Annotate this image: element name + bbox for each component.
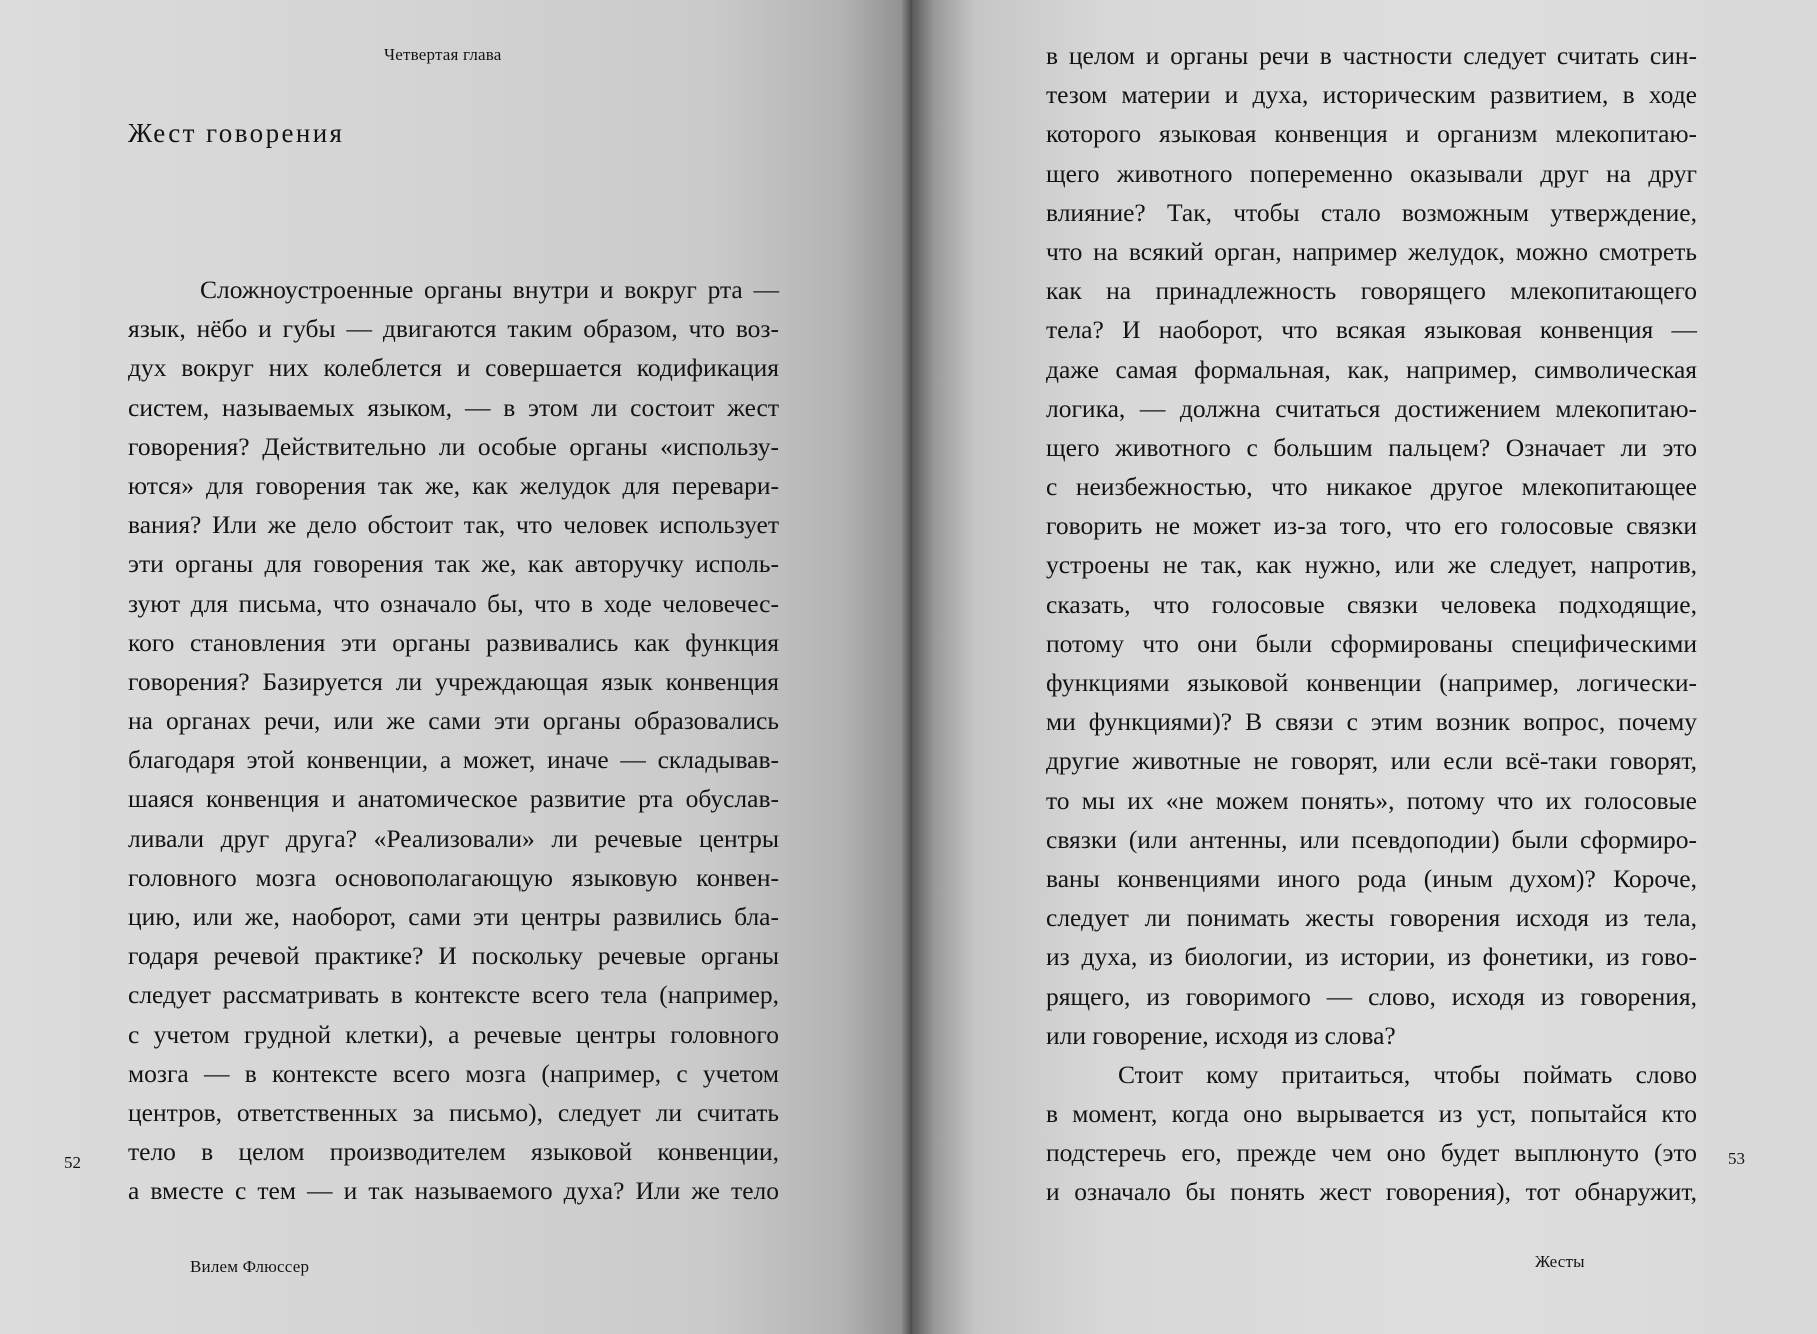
text-line: на органах речи, или же сами эти органы образовались [128, 706, 779, 736]
text-line: систем, называемых языком, — в этом ли состоит жест [128, 392, 779, 422]
text-line: эти органы для говорения так же, как авторучку исполь- [128, 549, 779, 579]
text-line: мозга — в контексте всего мозга (например, с учетом [128, 1058, 779, 1088]
text-line: функциями языковой конвенции (например, логически- [1046, 668, 1697, 697]
text-line: Сложноустроенные органы внутри и вокруг рта — [200, 275, 779, 304]
text-line: язык, нёбо и губы — двигаются таким образом, что воз- [128, 314, 779, 344]
text-line: щего животного с большим пальцем? Означает ли это [1046, 432, 1697, 462]
text-line: сказать, что голосовые связки человека подходящие, [1046, 589, 1697, 619]
text-line: ливали друг друга? «Реализовали» ли речевые центры [128, 823, 779, 853]
right-page [912, 0, 1817, 1334]
text-line: центров, ответственных за письмо), следует ли считать [128, 1097, 779, 1127]
left-body-text [128, 270, 779, 1211]
text-line: устроены не так, как нужно, или же следует, напротив, [1046, 550, 1697, 580]
text-line: логика, — должна считаться достижением млекопитаю- [1046, 393, 1697, 423]
footer-book-title: Жесты [1535, 1252, 1585, 1271]
text-line: даже самая формальная, как, например, символическая [1046, 354, 1697, 384]
text-line: благодаря этой конвенции, а может, иначе — складывав- [128, 745, 779, 775]
text-line: влияние? Так, чтобы стало возможным утверждение, [1046, 197, 1697, 227]
text-line: тело в целом производителем языковой конвенции, [128, 1137, 779, 1167]
text-line: из духа, из биологии, из истории, из фонетики, из гово- [1046, 942, 1697, 972]
text-line: говорения? Действительно ли особые органы «использу- [128, 431, 779, 461]
text-line: или говорение, исходя из слова? [1046, 1020, 1396, 1050]
text-line: цию, или же, наоборот, сами эти центры развились бла- [128, 902, 779, 931]
text-line: ваны конвенциями иного рода (иным духом)? Короче, [1046, 863, 1697, 893]
text-line: то мы их «не можем понять», потому что их голосовые [1046, 785, 1697, 815]
text-line: зуют для письма, что означало бы, что в ходе человечес- [128, 588, 779, 618]
text-line: связки (или антенны, или псевдоподии) были сформиро- [1046, 824, 1697, 854]
text-line: годаря речевой практике? И поскольку речевые органы [128, 941, 779, 971]
text-line: а вместе с тем — и так называемого духа? Или же тело [128, 1176, 779, 1206]
text-line: потому что они были сформированы специфическими [1046, 628, 1697, 658]
text-line: Стоит кому притаиться, чтобы поймать слово [1118, 1059, 1697, 1089]
text-line: кого становления эти органы развивались как функция [128, 627, 779, 657]
right-body-text [1046, 36, 1697, 1212]
text-line: вания? Или же дело обстоит так, что человек использует [128, 510, 779, 540]
text-line: головного мозга основополагающую языковую конвен- [128, 862, 779, 892]
text-line: и означало бы понять жест говорения), тот обнаружит, [1046, 1177, 1697, 1207]
text-line: с учетом грудной клетки), а речевые центры головного [128, 1019, 779, 1049]
text-line: рящего, из говоримого — слово, исходя из говорения, [1046, 981, 1697, 1011]
text-line: в целом и органы речи в частности следует считать син- [1046, 41, 1697, 70]
text-line: говорить не может из-за того, что его голосовые связки [1046, 511, 1697, 541]
text-line: ются» для говорения так же, как желудок для перевари- [128, 470, 779, 500]
text-line: следует ли понимать жесты говорения исходя из тела, [1046, 903, 1697, 933]
chapter-title: Жест говорения [128, 118, 345, 148]
running-head: Четвертая глава [384, 45, 502, 64]
text-line: как на принадлежность говорящего млекопитающего [1046, 276, 1697, 306]
text-line: тела? И наоборот, что всякая языковая конвенция — [1046, 315, 1697, 345]
text-line: другие животные не говорят, или если всё-таки говорят, [1046, 746, 1697, 776]
text-line: шаяся конвенция и анатомическое развитие рта обуслав- [128, 784, 779, 814]
text-line: что на всякий орган, например желудок, можно смотреть [1046, 236, 1697, 266]
page-number-right: 53 [1728, 1149, 1745, 1168]
text-line: говорения? Базируется ли учреждающая язык конвенция [128, 666, 779, 696]
text-line: ми функциями)? В связи с этим возник вопрос, почему [1046, 707, 1697, 737]
text-line: которого языковая конвенция и организм млекопитаю- [1046, 119, 1697, 149]
text-line: щего животного попеременно оказывали друг на друг [1046, 158, 1697, 188]
text-line: с неизбежностью, что никакое другое млекопитающее [1046, 472, 1697, 502]
text-line: тезом материи и духа, историческим развитием, в ходе [1046, 80, 1697, 110]
page-number-left: 52 [64, 1153, 81, 1172]
text-line: следует рассматривать в контексте всего тела (например, [128, 980, 779, 1010]
footer-author: Вилем Флюссер [190, 1257, 310, 1276]
text-line: подстеречь его, прежде чем оно будет выплюнуто (это [1046, 1138, 1697, 1168]
text-line: дух вокруг них колеблется и совершается кодификация [128, 353, 779, 383]
text-line: в момент, когда оно вырывается из уст, попытайся кто [1046, 1099, 1697, 1129]
